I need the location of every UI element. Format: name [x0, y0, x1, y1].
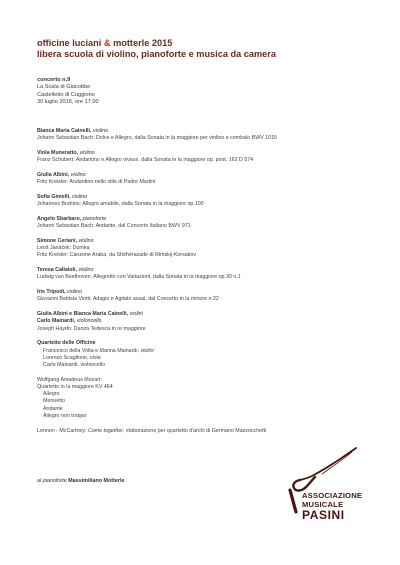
member-role: viola [89, 354, 101, 361]
baton-handle [290, 490, 296, 512]
concert-date: 30 luglio 2015, ore 17.00 [37, 99, 99, 106]
performer-role: violino [72, 194, 88, 200]
pianist-label: al pianoforte [37, 478, 69, 484]
performer-name: Teresa Callaioli [37, 267, 76, 274]
mozart-item [37, 377, 387, 420]
logo-line-3: PASINI [302, 508, 345, 523]
movement: Menuetto [43, 398, 66, 405]
logo-line-1: ASSOCIAZIONE [302, 491, 363, 500]
title-part-2: motterle 2015 [110, 38, 173, 48]
program-item: Teresa Callaioli, violino Ludwig van Beethoven: Allegretto con Variazioni, dalla Sonata in la maggiore op.30 n.1 [37, 267, 387, 281]
title-ampersand: & [103, 38, 111, 48]
concert-place: Castelletto di Cuggiono [37, 91, 95, 98]
title-part-1: officine luciani [37, 38, 104, 48]
lennon-item [37, 428, 387, 435]
performer-name: Simone Ceriani [37, 238, 76, 244]
work-title: Quartetto in la maggiore KV 464 [37, 384, 113, 391]
program-item: Simone Ceriani, violino Leoš Janáček: Dumka Fritz Kreisler: Canzone Araba, da Shéhérazade di Rimskij-Korsakov [37, 238, 387, 260]
program-item: Angelo Sbarbaro, pianoforte Johann Sebastian Bach: Andante, dal Concerto Italiano BWV 971 [37, 216, 387, 230]
composer: Lennon - McCartney: [37, 427, 88, 434]
performer-role: violino [78, 238, 94, 244]
performer-role: violino [67, 289, 83, 296]
member-role: violini [140, 347, 154, 354]
program-item: Iris Tripodi, violino Giovanni Battista Viotti: Adagio e Agitato assai, dal Concerto in la minore n.22 [37, 289, 387, 303]
logo-line-2: MUSICALE [302, 499, 344, 509]
performer-name: Angelo Sbarbaro [37, 216, 80, 222]
program-work: Franz Schubert: Andantino e Allegro vivace, dalla Sonata in la maggiore op. post. 162 D 574 [37, 157, 254, 164]
concert-info [37, 77, 99, 107]
performer-role: violini [129, 311, 143, 318]
performer-name: Bianca Maria Cainelli [37, 128, 90, 134]
movement: Allegro non troppo [43, 412, 87, 419]
baton-trail [322, 452, 352, 474]
page-subtitle: libera scuola di violino, pianoforte e musica da camera [37, 49, 276, 59]
performer-name: Sofia Gimelli [37, 194, 70, 200]
program-work: Johann Sebastian Bach: Andante, dal Concerto Italiano BWV 971 [37, 223, 191, 230]
quartet-member [37, 355, 387, 362]
performer-name: Viola Muneratto [37, 150, 77, 156]
performer-name: Iris Tripodi [37, 289, 65, 296]
quartet-member [37, 362, 387, 369]
performer-name: Giulia Albini [37, 311, 68, 318]
program-work: Fritz Kreisler: Canzone Araba, da Shéhérazade di Rimskij-Korsakov [37, 252, 196, 259]
program-work: Johannes Brahms: Allegro amabile, dalla Sonata in la maggiore op.100 [37, 201, 204, 208]
concert-venue: La Scala di Giacobbe [37, 84, 91, 91]
performer-name: Carlo Mainardi [37, 318, 74, 325]
duo-item: Giulia Albini e Bianca Maria Cainelli, violini Carlo Mainardi, violoncello Joseph Haydn: Danza Tedesca in re maggiore [37, 311, 387, 333]
performer-role: violino [70, 172, 86, 178]
page-header [37, 38, 387, 60]
conjunction: e [67, 311, 74, 318]
song-title: Come together [87, 427, 123, 434]
page-title [37, 38, 387, 49]
member-names: Carlo Mainardi, violoncello [43, 362, 106, 369]
composer: Wolfgang Amadeus Mozart: [37, 376, 102, 383]
performer-name: Giulia Albini [37, 172, 68, 178]
baton-stroke [300, 448, 356, 480]
member-names: Francesco della Volta e Marina Mainardi, [43, 347, 141, 354]
concert-number: concerto n.9 [37, 77, 71, 83]
program-item: Viola Muneratto, violino Franz Schubert: Andantino e Allegro vivace, dalla Sonata in la maggiore op. post. 162 D 574 [37, 150, 387, 164]
program-work: Ludwig van Beethoven: Allegretto con Variazioni, dalla Sonata in la maggiore op.30 n.1 [37, 274, 241, 281]
program-work: Johann Sebastian Bach: Dolce e Allegro, dalla Sonata in la maggiore per violino e cembalo BWV 1015 [37, 135, 277, 142]
performer-role: violoncello [76, 318, 102, 325]
quartet-member [37, 348, 387, 355]
ensemble-name: Quartetto delle Officine [37, 340, 96, 347]
arrangement-note: , elaborazione per quartetto d'archi di Germano Mazzocchetti [122, 427, 267, 434]
performer-role: pianoforte [82, 216, 107, 222]
movement: Allegro [43, 391, 60, 398]
quartet-item [37, 340, 387, 369]
program-item: Giulia Albini, violino Fritz Kreisler: Andantino nello stile di Padre Martini [37, 172, 387, 186]
performer-name: Bianca Maria Cainelli [73, 311, 127, 318]
performer-role: violino [79, 150, 95, 156]
performer-role: violino [78, 267, 94, 274]
program-list [37, 128, 387, 442]
pianist-name: Massimiliano Motterle [68, 478, 125, 484]
program-item: Bianca Maria Cainelli, violino Johann Sebastian Bach: Dolce e Allegro, dalla Sonata in la maggiore per violino e cembalo BWV 1015 [37, 128, 387, 142]
pianist-credit [37, 478, 125, 484]
program-work: Fritz Kreisler: Andantino nello stile di Padre Martini [37, 179, 156, 186]
member-names: Lorenzo Scaglione, [43, 354, 90, 361]
program-work [37, 428, 387, 435]
program-work: Giovanni Battista Viotti: Adagio e Agitato assai, dal Concerto in la minore n.22 [37, 296, 219, 303]
program-work: Leoš Janáček: Dumka [37, 245, 90, 252]
movement: Andante [43, 405, 63, 412]
performer-role: violino [92, 128, 108, 134]
program-item: Sofia Gimelli, violino Johannes Brahms: Allegro amabile, dalla Sonata in la maggiore op.100 [37, 194, 387, 208]
association-logo-text [302, 492, 386, 521]
program-work: Joseph Haydn: Danza Tedesca in re maggiore [37, 325, 146, 332]
